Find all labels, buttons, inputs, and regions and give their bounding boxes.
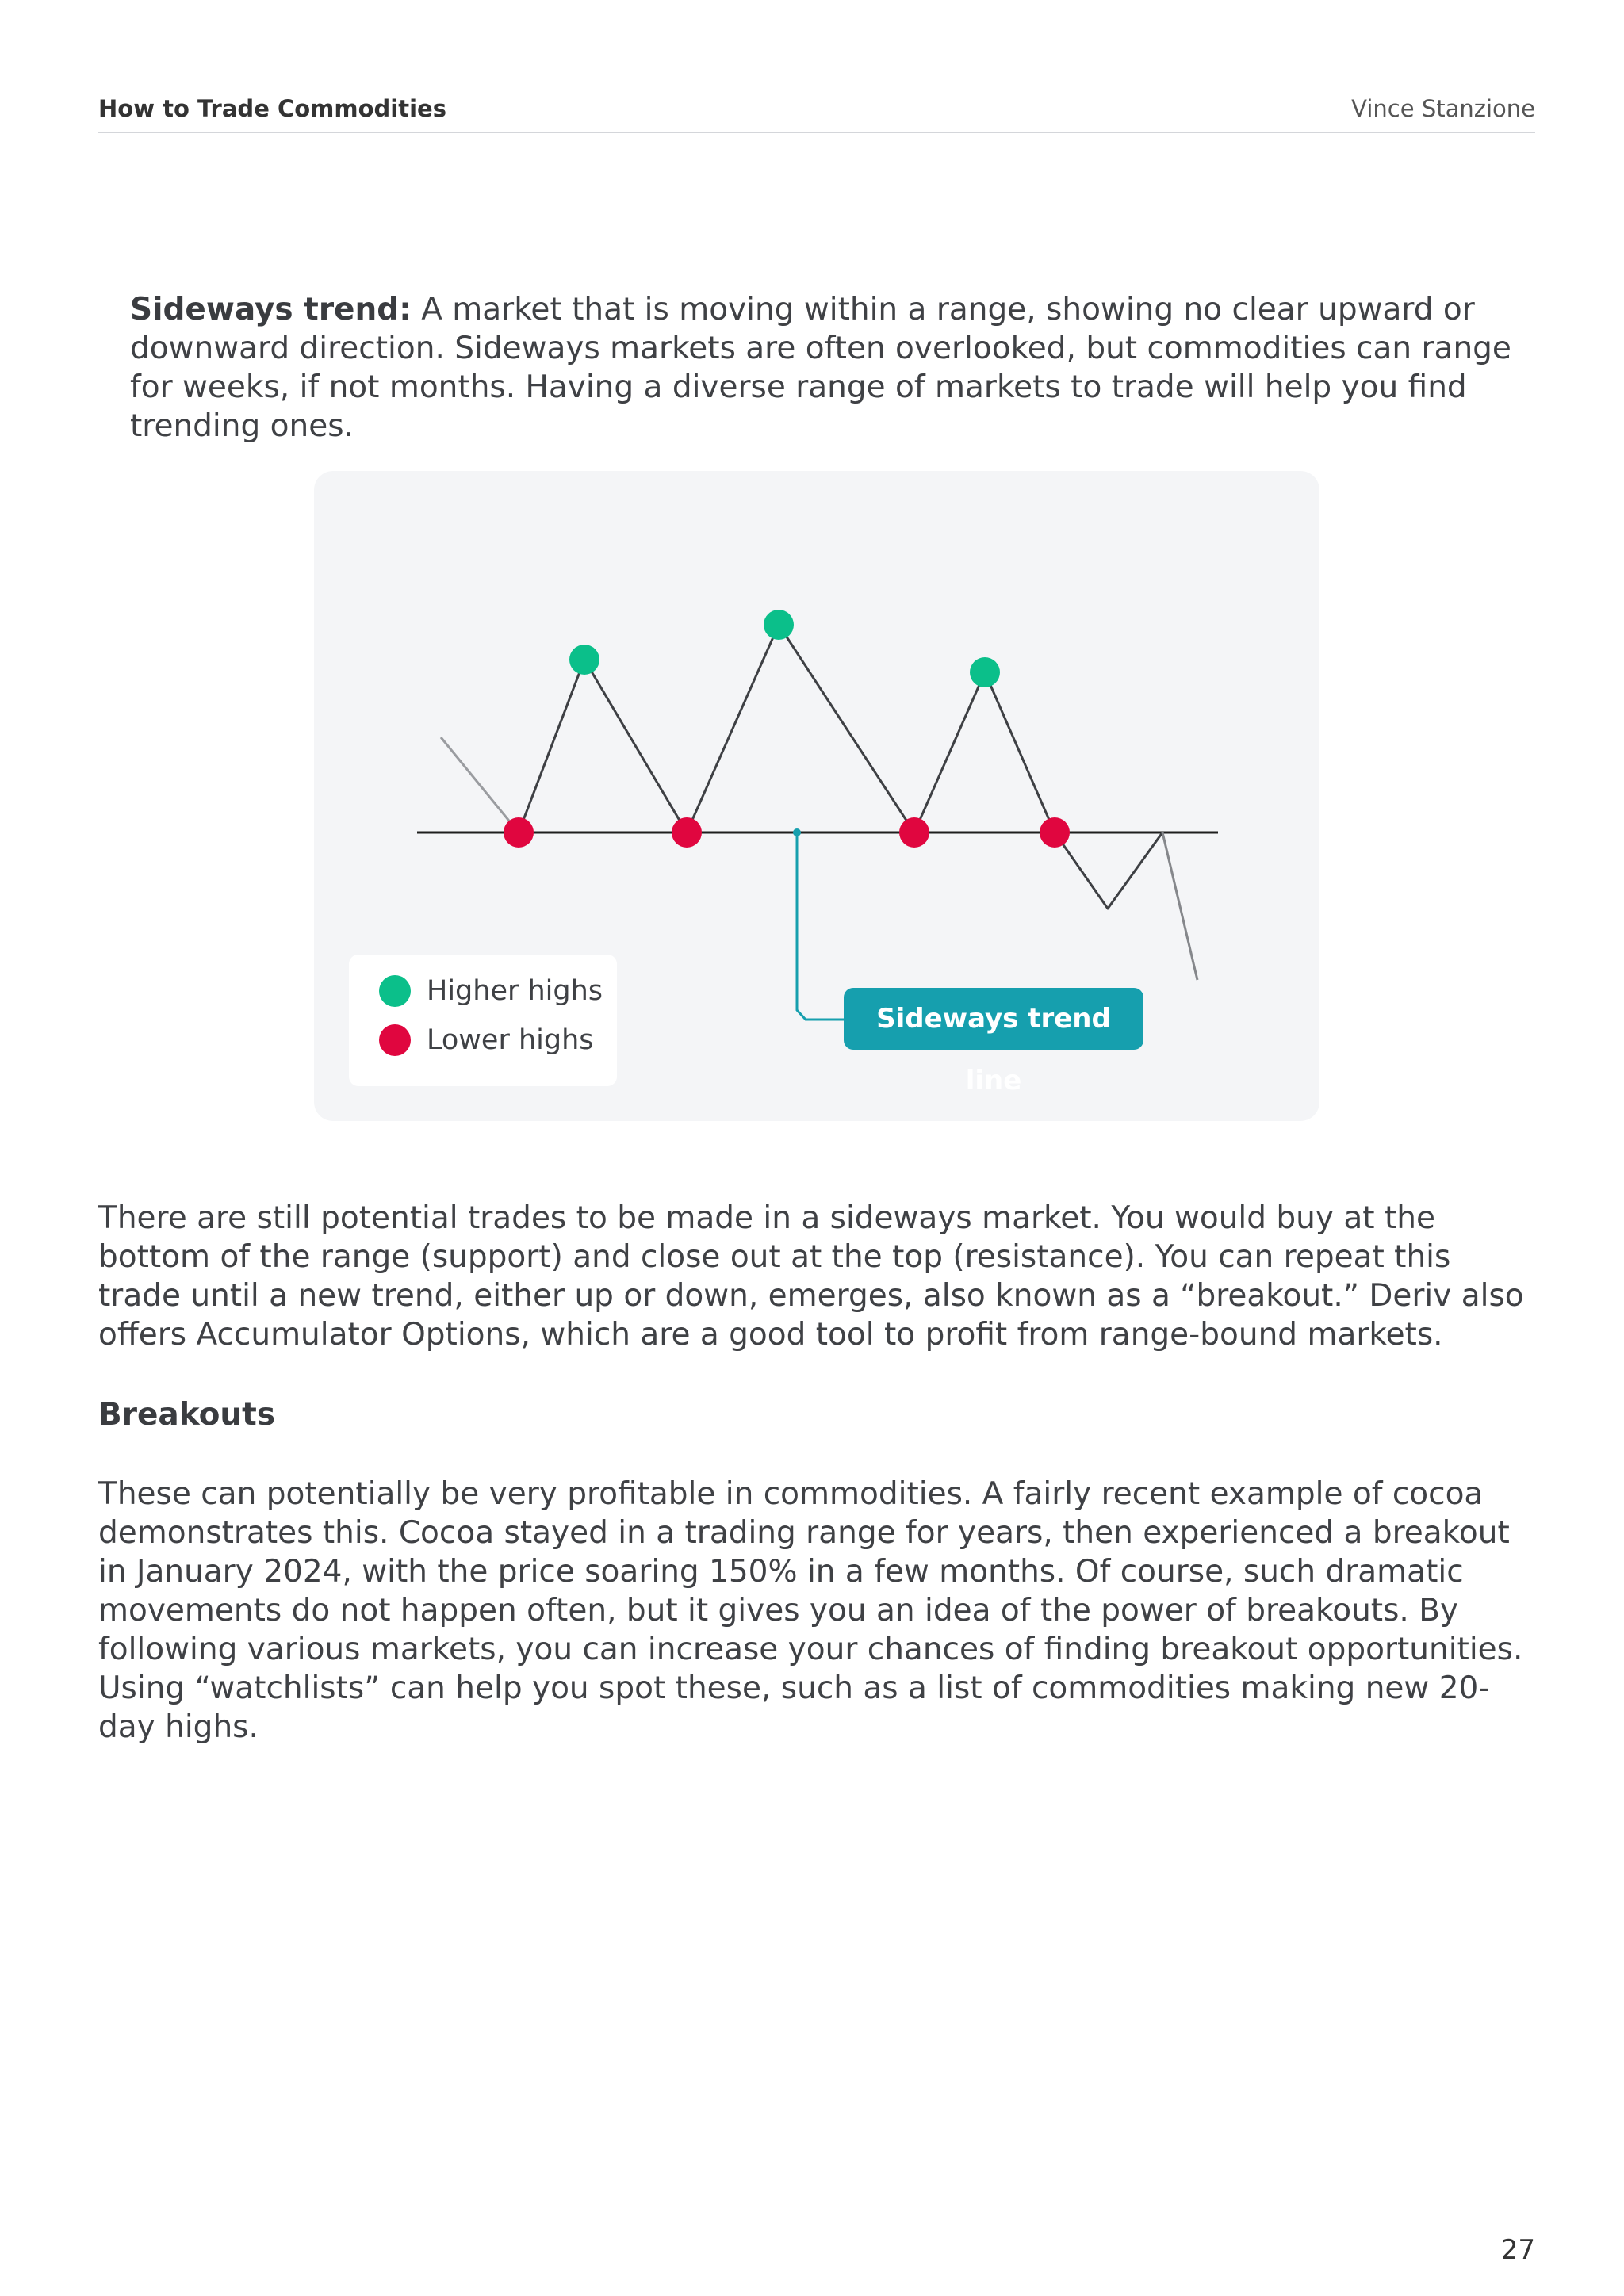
price-line [519,625,1162,909]
legend-label-higher-highs: Higher highs [427,975,603,1007]
intro-paragraph [130,290,1542,446]
section-heading-breakouts: Breakouts [98,1397,276,1433]
legend-item-higher-highs [379,974,603,1008]
higher-high-dot [569,645,599,675]
higher-high-dot [764,610,794,640]
body-paragraph-1: There are still potential trades to be made in a sideways market. You would buy at the bottom of the range (support) and close out at the top (resistance). You can repeat this trade until a new trend, either up or down, emerges, also known as a “breakout.” Deriv also offers Accumulator Options, which are a good tool to profit from range-bound markets. [98,1200,1524,1353]
trend-label-connector [797,832,844,1020]
exit-segment [1162,832,1197,980]
body-paragraph-2: These can potentially be very profitable in commodities. A fairly recent example of cocoa demonstrates this. Cocoa stayed in a trading range for years, then experienced a breakout in January 2024, with the price soaring 150% in a few months. Of course, such dramatic movements do not happen often, but it gives you an idea of the power of breakouts. By following various markets, you can increase your chances of finding breakout opportunities. Using “watchlists” can help you spot these, such as a list of commodities making new 20-day highs. [98,1476,1523,1745]
entry-segment [441,737,519,832]
lower-high-dot [1040,817,1070,848]
higher-high-legend-dot [379,975,411,1007]
sideways-trend-line-label: Sideways trend line [844,988,1143,1050]
page-header [98,89,1535,133]
higher-high-dot [970,657,1000,687]
legend [349,955,617,1086]
trend-line-anchor [793,828,801,836]
lower-high-dot [672,817,702,848]
document-title: How to Trade Commodities [98,95,446,122]
author-name: Vince Stanzione [1351,95,1535,122]
page-number: 27 [1500,2234,1535,2266]
intro-text: A market that is moving within a range, showing no clear upward or downward direction. Sideways markets are often overlooked, but commodities can range for weeks, if not months. Having a diverse range of markets to trade will help you find trending ones. [130,292,1511,444]
lower-high-legend-dot [379,1024,411,1056]
lower-high-dot [504,817,534,848]
sideways-trend-figure [314,471,1320,1121]
lower-high-dot [899,817,929,848]
legend-label-lower-highs: Lower highs [427,1024,594,1056]
intro-term: Sideways trend: [130,292,412,327]
legend-item-lower-highs [379,1023,594,1058]
